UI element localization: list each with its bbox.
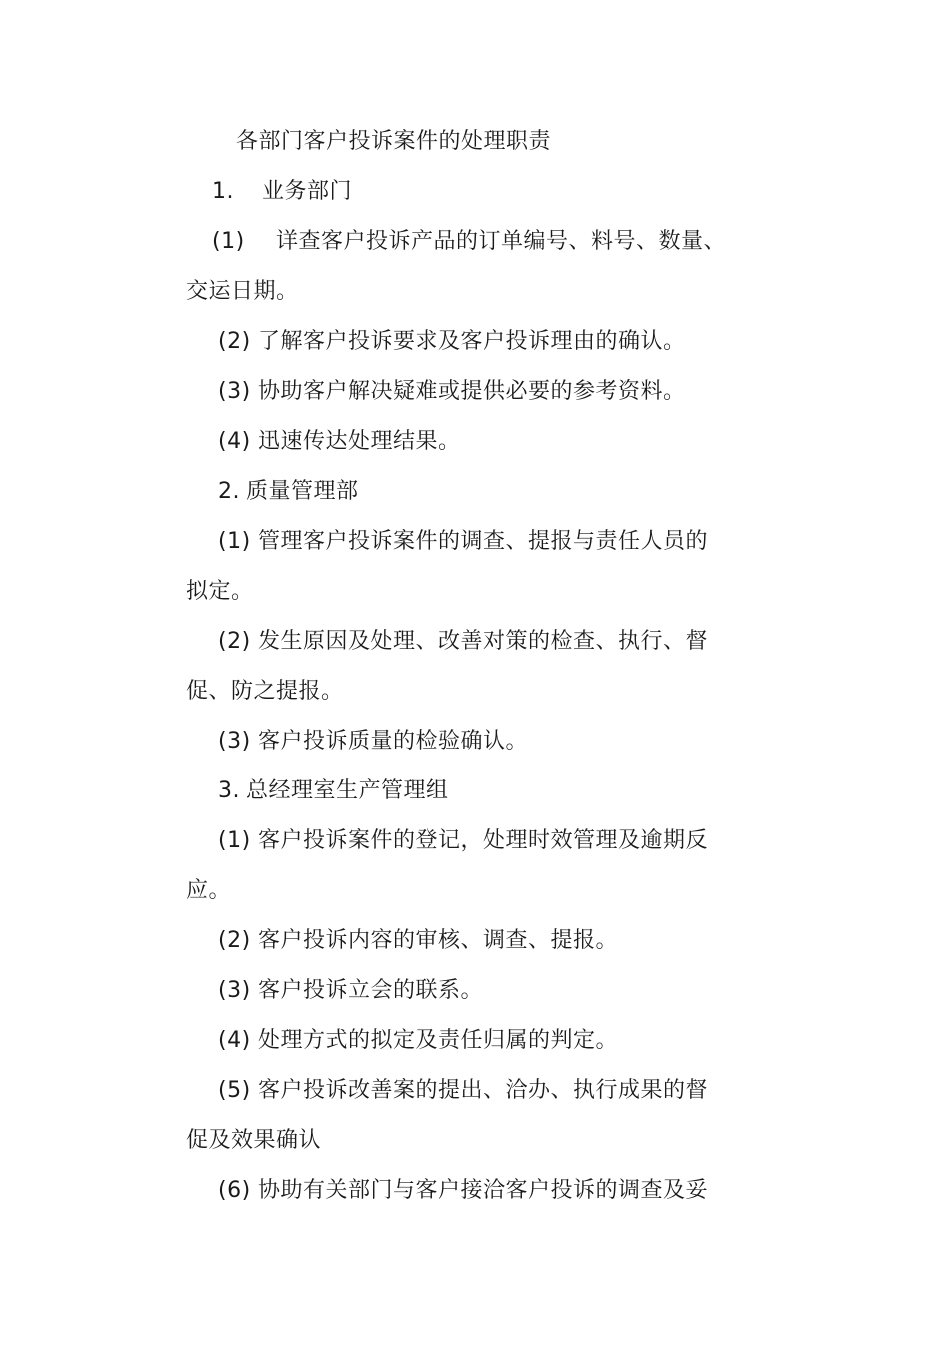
item-text: 客户投诉质量的检验确认。 [258,729,529,754]
section-heading [212,177,352,207]
list-item [218,1176,708,1206]
item-number: (2) [218,928,251,953]
item-text: 交运日期。 [186,279,299,304]
item-text: 详查客户投诉产品的订单编号、料号、数量、 [276,229,727,254]
list-item-continuation [186,876,231,906]
list-item [218,427,461,457]
list-item-continuation [186,577,254,607]
list-item [218,527,708,557]
item-number: (5) [218,1078,251,1103]
item-text: 促、防之提报。 [186,679,344,704]
item-number: (1) [218,529,251,554]
item-text: 质量管理部 [246,479,359,504]
list-item [218,926,618,956]
item-text: 发生原因及处理、改善对策的检查、执行、督 [258,629,709,654]
item-text: 总经理室生产管理组 [246,778,449,803]
item-text: 应。 [186,878,232,903]
item-text: 促及效果确认 [186,1128,322,1153]
section-heading [218,477,359,507]
list-item [218,627,708,657]
list-item [212,227,726,257]
list-item-continuation [186,1126,321,1156]
list-item [218,1076,708,1106]
item-number: (3) [218,978,251,1003]
item-text: 了解客户投诉要求及客户投诉理由的确认。 [258,329,686,354]
item-text: 管理客户投诉案件的调查、提报与责任人员的 [258,529,709,554]
item-number: (3) [218,729,251,754]
item-number: (1) [218,828,251,853]
item-text: 处理方式的拟定及责任归属的判定。 [258,1028,619,1053]
document-title: 各部门客户投诉案件的处理职责 [236,129,552,154]
section-heading [218,776,449,806]
item-text: 客户投诉立会的联系。 [258,978,484,1003]
item-number: (2) [218,329,251,354]
item-text: 协助客户解决疑难或提供必要的参考资料。 [258,379,686,404]
list-item [218,727,528,757]
item-number: (2) [218,629,251,654]
list-item [218,826,708,856]
list-item [218,1026,618,1056]
item-text: 拟定。 [186,579,254,604]
item-number: 1. [212,179,234,204]
item-text: 业务部门 [262,179,353,204]
item-number: (3) [218,379,251,404]
list-item-continuation [186,677,344,707]
item-text: 客户投诉案件的登记，处理时效管理及逾期反 [258,828,709,853]
list-item [218,377,686,407]
item-text: 客户投诉内容的审核、调查、提报。 [258,928,619,953]
item-text: 迅速传达处理结果。 [258,429,461,454]
item-number: 3. [218,778,240,803]
list-item [218,327,686,357]
item-number: (4) [218,1028,251,1053]
list-item-continuation [186,277,299,307]
item-number: 2. [218,479,240,504]
item-number: (4) [218,429,251,454]
item-number: (6) [218,1178,251,1203]
item-text: 协助有关部门与客户接洽客户投诉的调查及妥 [258,1178,709,1203]
item-number: (1) [212,229,245,254]
list-item [218,976,483,1006]
item-text: 客户投诉改善案的提出、洽办、执行成果的督 [258,1078,709,1103]
